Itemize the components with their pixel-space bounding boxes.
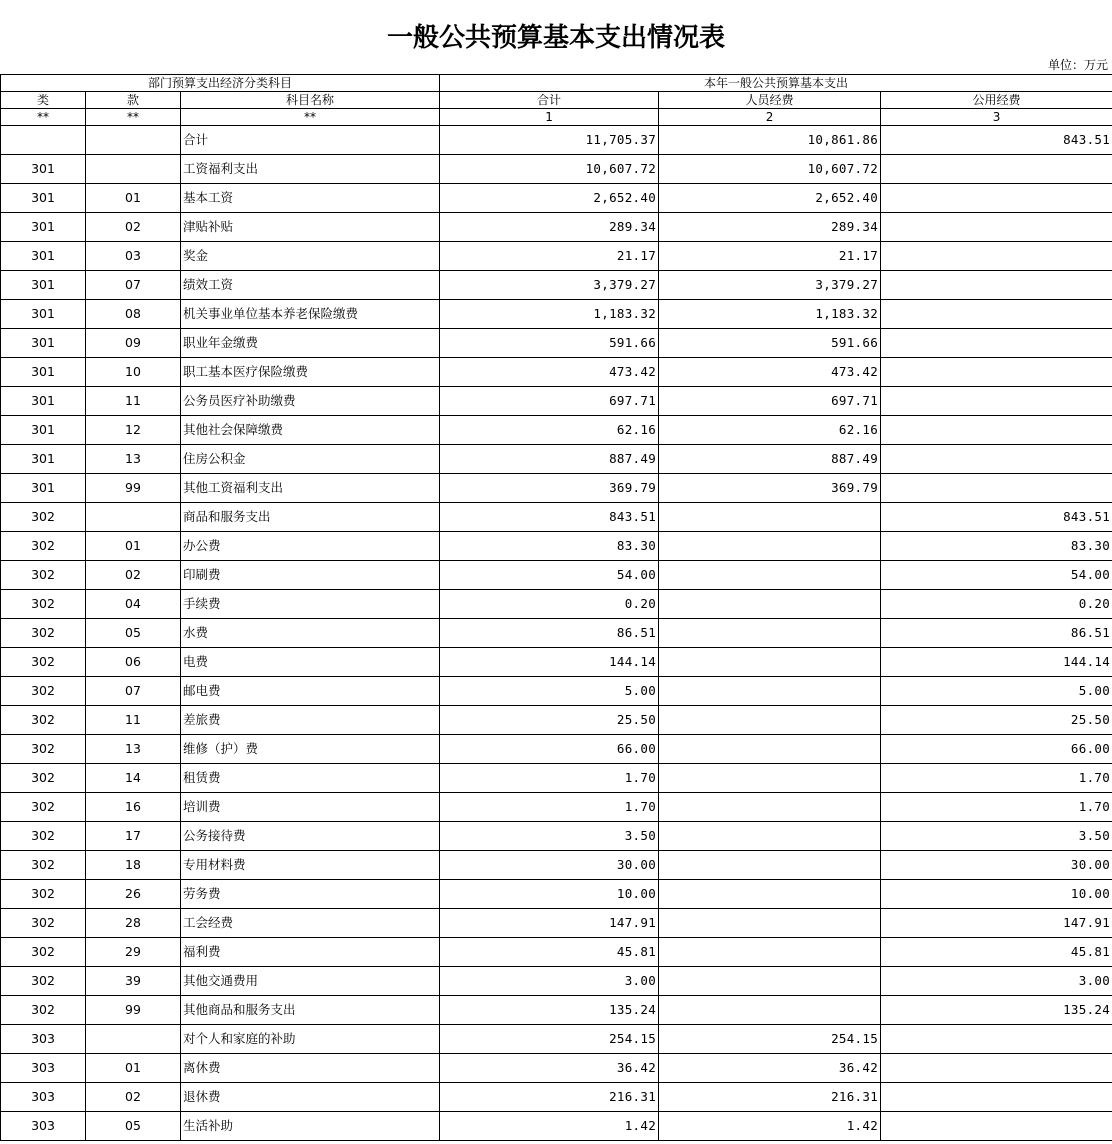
- table-row: [1, 155, 1112, 184]
- cell-public: [881, 155, 1112, 184]
- cell-name: 机关事业单位基本养老保险缴费: [181, 300, 440, 329]
- cell-lei: 301: [1, 155, 86, 184]
- cell-name: 离休费: [181, 1054, 440, 1083]
- cell-personnel: [659, 532, 881, 561]
- cell-personnel: [659, 619, 881, 648]
- header-lei: 类: [1, 92, 86, 109]
- cell-total: 147.91: [440, 909, 659, 938]
- cell-lei: 303: [1, 1083, 86, 1112]
- cell-lei: 303: [1, 1112, 86, 1141]
- cell-personnel: [659, 706, 881, 735]
- cell-kuan: 05: [86, 619, 181, 648]
- table-row: [1, 300, 1112, 329]
- header-mark-kuan: **: [86, 109, 181, 126]
- cell-total: 216.31: [440, 1083, 659, 1112]
- cell-kuan: 16: [86, 793, 181, 822]
- cell-public: [881, 242, 1112, 271]
- cell-name: 差旅费: [181, 706, 440, 735]
- cell-total: 45.81: [440, 938, 659, 967]
- header-index-total: 1: [440, 109, 659, 126]
- cell-name: 基本工资: [181, 184, 440, 213]
- cell-personnel: 1.42: [659, 1112, 881, 1141]
- cell-lei: 301: [1, 358, 86, 387]
- cell-kuan: 09: [86, 329, 181, 358]
- cell-lei: 301: [1, 300, 86, 329]
- cell-name: 工会经费: [181, 909, 440, 938]
- cell-public: 843.51: [881, 503, 1112, 532]
- cell-total: 54.00: [440, 561, 659, 590]
- cell-public: 54.00: [881, 561, 1112, 590]
- table-row: [1, 213, 1112, 242]
- cell-name: 对个人和家庭的补助: [181, 1025, 440, 1054]
- cell-personnel: [659, 677, 881, 706]
- cell-lei: 302: [1, 735, 86, 764]
- cell-total: 887.49: [440, 445, 659, 474]
- cell-public: 843.51: [881, 126, 1112, 155]
- cell-personnel: [659, 503, 881, 532]
- cell-name: 其他商品和服务支出: [181, 996, 440, 1025]
- cell-personnel: 887.49: [659, 445, 881, 474]
- cell-public: 30.00: [881, 851, 1112, 880]
- header-mark-lei: **: [1, 109, 86, 126]
- cell-lei: 302: [1, 677, 86, 706]
- cell-kuan: 01: [86, 532, 181, 561]
- cell-total: 254.15: [440, 1025, 659, 1054]
- cell-kuan: 04: [86, 590, 181, 619]
- cell-name: 职工基本医疗保险缴费: [181, 358, 440, 387]
- cell-public: 3.50: [881, 822, 1112, 851]
- cell-personnel: [659, 735, 881, 764]
- table-row: [1, 706, 1112, 735]
- cell-public: 83.30: [881, 532, 1112, 561]
- table-row: [1, 735, 1112, 764]
- page-title: 一般公共预算基本支出情况表: [386, 23, 725, 53]
- cell-name: 印刷费: [181, 561, 440, 590]
- table-row: [1, 445, 1112, 474]
- table-row: [1, 1025, 1112, 1054]
- cell-personnel: [659, 822, 881, 851]
- cell-lei: 301: [1, 271, 86, 300]
- cell-lei: 303: [1, 1054, 86, 1083]
- cell-total: 1.70: [440, 764, 659, 793]
- cell-name: 公务接待费: [181, 822, 440, 851]
- table-row: [1, 1112, 1112, 1141]
- cell-kuan: [86, 126, 181, 155]
- cell-lei: 303: [1, 1025, 86, 1054]
- cell-name: 手续费: [181, 590, 440, 619]
- cell-personnel: 1,183.32: [659, 300, 881, 329]
- cell-total: 135.24: [440, 996, 659, 1025]
- cell-total: 66.00: [440, 735, 659, 764]
- cell-total: 369.79: [440, 474, 659, 503]
- cell-total: 30.00: [440, 851, 659, 880]
- cell-public: 3.00: [881, 967, 1112, 996]
- cell-public: 135.24: [881, 996, 1112, 1025]
- table-row: [1, 271, 1112, 300]
- table-row: [1, 764, 1112, 793]
- cell-kuan: 01: [86, 184, 181, 213]
- cell-personnel: [659, 851, 881, 880]
- header-column-row: [1, 92, 1112, 109]
- cell-personnel: 2,652.40: [659, 184, 881, 213]
- cell-personnel: 62.16: [659, 416, 881, 445]
- cell-total: 144.14: [440, 648, 659, 677]
- table-row: [1, 387, 1112, 416]
- cell-lei: 302: [1, 503, 86, 532]
- cell-name: 培训费: [181, 793, 440, 822]
- cell-name: 公务员医疗补助缴费: [181, 387, 440, 416]
- header-index-personnel: 2: [659, 109, 881, 126]
- cell-lei: 301: [1, 242, 86, 271]
- cell-name: 维修（护）费: [181, 735, 440, 764]
- cell-kuan: 99: [86, 996, 181, 1025]
- cell-personnel: 3,379.27: [659, 271, 881, 300]
- cell-personnel: 254.15: [659, 1025, 881, 1054]
- cell-lei: 302: [1, 619, 86, 648]
- cell-total: 83.30: [440, 532, 659, 561]
- cell-lei: 301: [1, 416, 86, 445]
- cell-lei: [1, 126, 86, 155]
- table-body: [1, 126, 1112, 1141]
- cell-name: 其他交通费用: [181, 967, 440, 996]
- cell-name: 其他社会保障缴费: [181, 416, 440, 445]
- cell-kuan: 10: [86, 358, 181, 387]
- cell-lei: 302: [1, 822, 86, 851]
- cell-total: 1.42: [440, 1112, 659, 1141]
- table-row: [1, 648, 1112, 677]
- cell-lei: 302: [1, 909, 86, 938]
- cell-public: [881, 1083, 1112, 1112]
- cell-public: 86.51: [881, 619, 1112, 648]
- header-index-row: [1, 109, 1112, 126]
- cell-kuan: 99: [86, 474, 181, 503]
- table-row: [1, 126, 1112, 155]
- cell-name: 奖金: [181, 242, 440, 271]
- cell-total: 3.50: [440, 822, 659, 851]
- cell-personnel: 591.66: [659, 329, 881, 358]
- cell-total: 10.00: [440, 880, 659, 909]
- cell-name: 租赁费: [181, 764, 440, 793]
- budget-table: [0, 74, 1112, 1141]
- cell-public: [881, 1112, 1112, 1141]
- cell-total: 1.70: [440, 793, 659, 822]
- cell-public: [881, 416, 1112, 445]
- cell-kuan: 26: [86, 880, 181, 909]
- cell-kuan: 07: [86, 677, 181, 706]
- cell-lei: 301: [1, 445, 86, 474]
- cell-name: 生活补助: [181, 1112, 440, 1141]
- cell-lei: 302: [1, 648, 86, 677]
- header-group-right: 本年一般公共预算基本支出: [440, 75, 1112, 92]
- cell-total: 3,379.27: [440, 271, 659, 300]
- cell-name: 邮电费: [181, 677, 440, 706]
- cell-name: 退休费: [181, 1083, 440, 1112]
- cell-kuan: 02: [86, 213, 181, 242]
- cell-kuan: [86, 503, 181, 532]
- table-row: [1, 561, 1112, 590]
- cell-kuan: 28: [86, 909, 181, 938]
- cell-public: [881, 474, 1112, 503]
- cell-personnel: [659, 764, 881, 793]
- cell-name: 电费: [181, 648, 440, 677]
- table-row: [1, 851, 1112, 880]
- cell-personnel: [659, 880, 881, 909]
- cell-kuan: 02: [86, 561, 181, 590]
- header-kuan: 款: [86, 92, 181, 109]
- table-row: [1, 242, 1112, 271]
- cell-public: 10.00: [881, 880, 1112, 909]
- table-row: [1, 503, 1112, 532]
- cell-lei: 302: [1, 880, 86, 909]
- cell-total: 843.51: [440, 503, 659, 532]
- cell-lei: 302: [1, 793, 86, 822]
- cell-name: 工资福利支出: [181, 155, 440, 184]
- cell-personnel: 36.42: [659, 1054, 881, 1083]
- cell-name: 专用材料费: [181, 851, 440, 880]
- cell-kuan: 02: [86, 1083, 181, 1112]
- cell-public: 1.70: [881, 764, 1112, 793]
- table-row: [1, 793, 1112, 822]
- cell-public: [881, 387, 1112, 416]
- cell-kuan: 06: [86, 648, 181, 677]
- cell-name: 合计: [181, 126, 440, 155]
- table-row: [1, 619, 1112, 648]
- cell-kuan: 13: [86, 735, 181, 764]
- table-row: [1, 590, 1112, 619]
- cell-name: 职业年金缴费: [181, 329, 440, 358]
- table-row: [1, 1054, 1112, 1083]
- header-name: 科目名称: [181, 92, 440, 109]
- cell-public: 144.14: [881, 648, 1112, 677]
- cell-personnel: 289.34: [659, 213, 881, 242]
- table-row: [1, 329, 1112, 358]
- table-row: [1, 474, 1112, 503]
- cell-lei: 302: [1, 996, 86, 1025]
- cell-total: 2,652.40: [440, 184, 659, 213]
- table-row: [1, 1083, 1112, 1112]
- header-group-row: [1, 75, 1112, 92]
- cell-kuan: [86, 1025, 181, 1054]
- cell-kuan: 12: [86, 416, 181, 445]
- cell-kuan: 08: [86, 300, 181, 329]
- header-personnel: 人员经费: [659, 92, 881, 109]
- table-row: [1, 532, 1112, 561]
- cell-kuan: 01: [86, 1054, 181, 1083]
- cell-name: 劳务费: [181, 880, 440, 909]
- cell-personnel: 216.31: [659, 1083, 881, 1112]
- cell-personnel: [659, 648, 881, 677]
- cell-public: [881, 329, 1112, 358]
- cell-total: 11,705.37: [440, 126, 659, 155]
- cell-name: 津贴补贴: [181, 213, 440, 242]
- cell-lei: 302: [1, 532, 86, 561]
- cell-name: 绩效工资: [181, 271, 440, 300]
- cell-personnel: [659, 938, 881, 967]
- header-group-left: 部门预算支出经济分类科目: [1, 75, 440, 92]
- cell-name: 商品和服务支出: [181, 503, 440, 532]
- cell-total: 10,607.72: [440, 155, 659, 184]
- cell-total: 5.00: [440, 677, 659, 706]
- cell-total: 289.34: [440, 213, 659, 242]
- cell-total: 591.66: [440, 329, 659, 358]
- cell-personnel: [659, 967, 881, 996]
- cell-public: [881, 445, 1112, 474]
- cell-public: 1.70: [881, 793, 1112, 822]
- cell-kuan: 11: [86, 706, 181, 735]
- cell-public: [881, 213, 1112, 242]
- cell-public: [881, 1054, 1112, 1083]
- cell-total: 3.00: [440, 967, 659, 996]
- header-mark-name: **: [181, 109, 440, 126]
- cell-lei: 302: [1, 561, 86, 590]
- cell-lei: 302: [1, 590, 86, 619]
- cell-lei: 302: [1, 851, 86, 880]
- cell-kuan: 07: [86, 271, 181, 300]
- cell-total: 36.42: [440, 1054, 659, 1083]
- cell-lei: 302: [1, 967, 86, 996]
- cell-public: 147.91: [881, 909, 1112, 938]
- cell-public: [881, 271, 1112, 300]
- cell-kuan: 11: [86, 387, 181, 416]
- cell-lei: 301: [1, 213, 86, 242]
- cell-total: 86.51: [440, 619, 659, 648]
- cell-kuan: 05: [86, 1112, 181, 1141]
- cell-personnel: 697.71: [659, 387, 881, 416]
- unit-label: 单位：万元: [1047, 58, 1108, 72]
- cell-personnel: [659, 793, 881, 822]
- cell-lei: 301: [1, 329, 86, 358]
- header-total: 合计: [440, 92, 659, 109]
- cell-personnel: [659, 590, 881, 619]
- cell-public: [881, 358, 1112, 387]
- cell-kuan: 29: [86, 938, 181, 967]
- table-row: [1, 938, 1112, 967]
- cell-public: 45.81: [881, 938, 1112, 967]
- cell-public: [881, 300, 1112, 329]
- cell-personnel: 369.79: [659, 474, 881, 503]
- cell-personnel: [659, 561, 881, 590]
- cell-name: 福利费: [181, 938, 440, 967]
- cell-total: 21.17: [440, 242, 659, 271]
- header-index-public: 3: [881, 109, 1112, 126]
- cell-personnel: 10,607.72: [659, 155, 881, 184]
- header-public: 公用经费: [881, 92, 1112, 109]
- cell-public: 0.20: [881, 590, 1112, 619]
- cell-public: 25.50: [881, 706, 1112, 735]
- cell-name: 水费: [181, 619, 440, 648]
- table-row: [1, 358, 1112, 387]
- cell-public: [881, 1025, 1112, 1054]
- cell-lei: 301: [1, 474, 86, 503]
- cell-lei: 301: [1, 387, 86, 416]
- cell-total: 25.50: [440, 706, 659, 735]
- cell-name: 其他工资福利支出: [181, 474, 440, 503]
- cell-personnel: [659, 909, 881, 938]
- cell-kuan: 17: [86, 822, 181, 851]
- cell-personnel: 473.42: [659, 358, 881, 387]
- table-row: [1, 996, 1112, 1025]
- table-row: [1, 184, 1112, 213]
- cell-total: 62.16: [440, 416, 659, 445]
- cell-total: 473.42: [440, 358, 659, 387]
- cell-name: 办公费: [181, 532, 440, 561]
- table-row: [1, 880, 1112, 909]
- cell-lei: 302: [1, 706, 86, 735]
- cell-lei: 301: [1, 184, 86, 213]
- cell-kuan: 14: [86, 764, 181, 793]
- cell-total: 697.71: [440, 387, 659, 416]
- cell-public: 5.00: [881, 677, 1112, 706]
- cell-lei: 302: [1, 764, 86, 793]
- table-row: [1, 967, 1112, 996]
- table-row: [1, 416, 1112, 445]
- cell-kuan: 18: [86, 851, 181, 880]
- cell-name: 住房公积金: [181, 445, 440, 474]
- cell-kuan: [86, 155, 181, 184]
- table-row: [1, 822, 1112, 851]
- cell-kuan: 03: [86, 242, 181, 271]
- cell-total: 1,183.32: [440, 300, 659, 329]
- table-row: [1, 677, 1112, 706]
- cell-lei: 302: [1, 938, 86, 967]
- cell-total: 0.20: [440, 590, 659, 619]
- cell-personnel: 10,861.86: [659, 126, 881, 155]
- cell-kuan: 13: [86, 445, 181, 474]
- cell-public: 66.00: [881, 735, 1112, 764]
- cell-personnel: [659, 996, 881, 1025]
- table-row: [1, 909, 1112, 938]
- cell-personnel: 21.17: [659, 242, 881, 271]
- cell-public: [881, 184, 1112, 213]
- cell-kuan: 39: [86, 967, 181, 996]
